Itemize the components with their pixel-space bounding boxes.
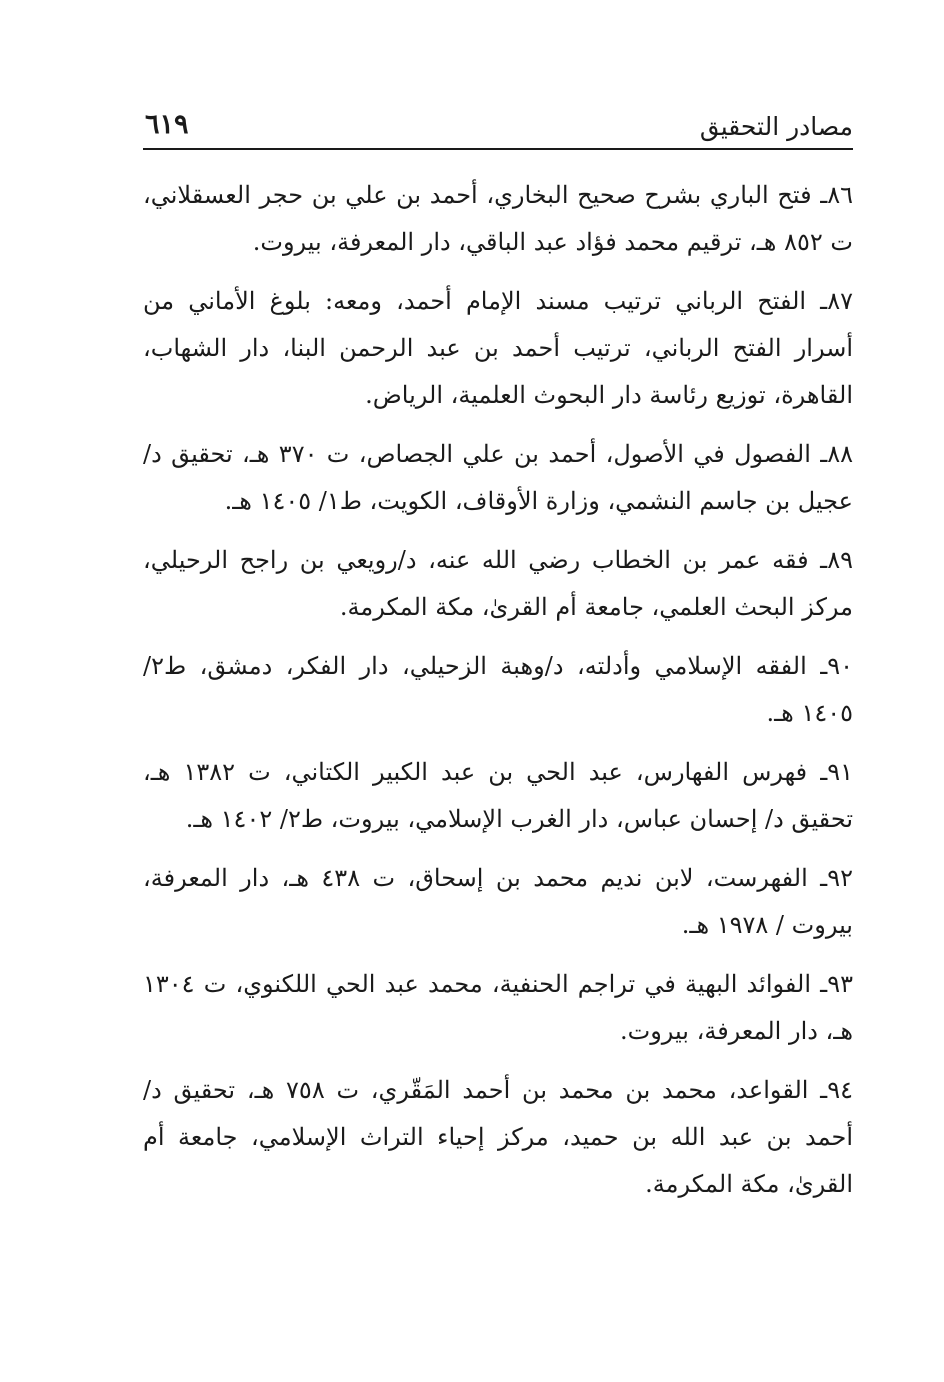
running-header xyxy=(143,104,853,150)
bibliography-entry-93: ٩٣ـ الفوائد البهية في تراجم الحنفية، محمد عبد الحي اللكنوي، ت ١٣٠٤ هـ، دار المعرفة، بيروت. xyxy=(143,970,853,1045)
bibliography-entry-87: ٨٧ـ الفتح الرباني ترتيب مسند الإمام أحمد، ومعه: بلوغ الأماني من أسرار الفتح الرباني، ترتيب أحمد بن عبد الرحمن البنا، دار الشهاب، القاهرة، توزيع رئاسة دار البحوث العلمية، الرياض. xyxy=(143,287,853,409)
bibliography-entry-90: ٩٠ـ الفقه الإسلامي وأدلته، د/وهبة الزحيلي، دار الفكر، دمشق، ط٢/ ١٤٠٥ هـ. xyxy=(143,652,853,727)
bibliography-entry-89: ٨٩ـ فقه عمر بن الخطاب رضي الله عنه، د/رويعي بن راجح الرحيلي، مركز البحث العلمي، جامعة أم القرىٰ، مكة المكرمة. xyxy=(143,546,853,621)
bibliography-entry-94: ٩٤ـ القواعد، محمد بن محمد بن أحمد المَقّري، ت ٧٥٨ هـ، تحقيق د/ أحمد بن عبد الله بن حميد، مركز إحياء التراث الإسلامي، جامعة أم القرىٰ، مكة المكرمة. xyxy=(143,1076,853,1198)
bibliography-entry-92: ٩٢ـ الفهرست، لابن نديم محمد بن إسحاق، ت ٤٣٨ هـ، دار المعرفة، بيروت / ١٩٧٨ هـ. xyxy=(143,864,853,939)
running-title: مصادر التحقيق xyxy=(699,112,853,141)
page-number: ٦١٩ xyxy=(145,109,189,140)
bibliography-entry-88: ٨٨ـ الفصول في الأصول، أحمد بن علي الجصاص، ت ٣٧٠ هـ، تحقيق د/ عجيل بن جاسم النشمي، وزارة الأوقاف، الكويت، ط١/ ١٤٠٥ هـ. xyxy=(143,440,854,515)
bibliography-entry-86: ٨٦ـ فتح الباري بشرح صحيح البخاري، أحمد بن علي بن حجر العسقلاني، ت ٨٥٢ هـ، ترقيم محمد فؤاد عبد الباقي، دار المعرفة، بيروت. xyxy=(143,181,853,256)
bibliography-entry-91: ٩١ـ فهرس الفهارس، عبد الحي بن عبد الكبير الكتاني، ت ١٣٨٢ هـ، تحقيق د/ إحسان عباس، دار الغرب الإسلامي، بيروت، ط٢/ ١٤٠٢ هـ. xyxy=(143,758,854,833)
bibliography-list xyxy=(143,172,853,1220)
